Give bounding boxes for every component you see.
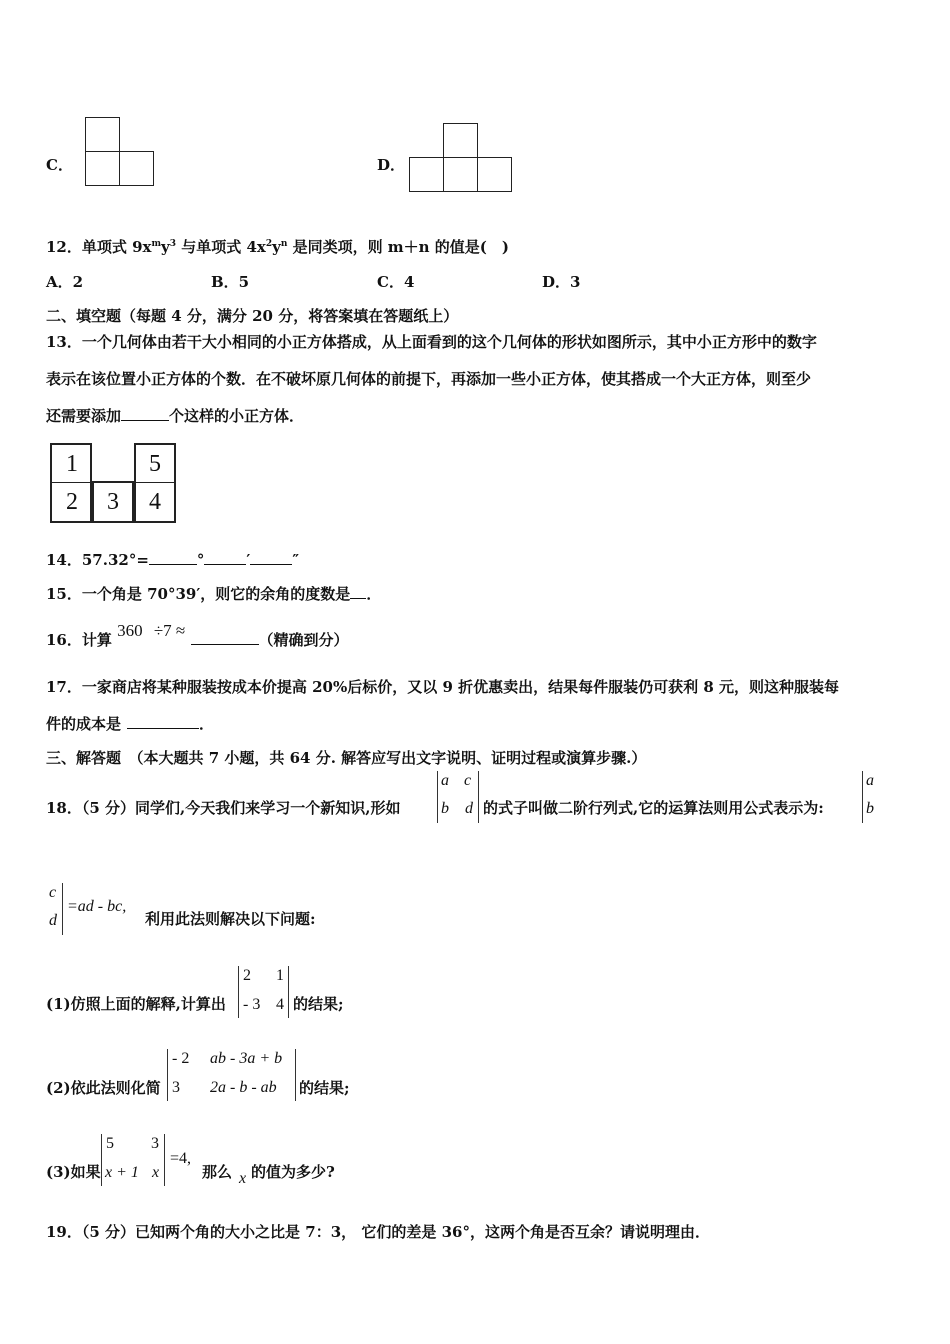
q16-expression: ÷7 ≈	[153, 621, 186, 640]
q18-part-1-post: 的结果;	[293, 995, 344, 1013]
matrix-entry: 3	[151, 1135, 159, 1152]
matrix-entry: 2a - b - ab	[210, 1079, 277, 1096]
q18-part-2-post: 的结果;	[299, 1079, 350, 1097]
q18-tail: 利用此法则解决以下问题:	[145, 910, 316, 928]
figure-square	[119, 151, 154, 186]
exponent: 2	[265, 239, 273, 249]
determinant-bar	[167, 1049, 168, 1101]
answer-blank	[127, 714, 199, 729]
q16-text: （精确到分）	[258, 631, 349, 649]
q12-option-a: A．2	[46, 273, 84, 291]
q15-text: ．	[366, 585, 382, 603]
degree-symbol: °	[196, 551, 205, 569]
matrix-entry: d	[49, 912, 57, 929]
figure-square	[85, 151, 120, 186]
figure-square	[443, 157, 478, 192]
q13-text: 还需要添加	[46, 407, 122, 425]
matrix-entry: - 2	[172, 1050, 190, 1067]
q13-line-2: 表示在该位置小正方体的个数．在不破坏原几何体的前提下，再添加一些小正方体，使其搭成一个大正方体，则至少	[46, 370, 812, 388]
q12-text: 是同类项，则 m＋n 的值是( )	[287, 238, 509, 256]
q18-part-1: (1)仿照上面的解释,计算出	[46, 995, 226, 1013]
grid-cell: 5	[135, 445, 175, 483]
matrix-entry: 4	[276, 996, 284, 1013]
q18-part-3-post: 的值为多少?	[251, 1163, 335, 1181]
matrix-entry: b	[866, 800, 874, 817]
determinant-bar	[164, 1134, 165, 1186]
q12-number: 12．	[46, 238, 82, 256]
q15-text: 15．一个角是 70°39′，则它的余角的度数是	[46, 585, 351, 603]
matrix-entry: c	[464, 772, 472, 789]
q13-text: 个这样的小正方体．	[169, 407, 305, 425]
q17-text: 件的成本是	[46, 715, 122, 733]
matrix-entry: 2	[243, 967, 251, 984]
determinant-bar	[238, 966, 239, 1018]
q13-line-3	[46, 405, 304, 426]
q12-option-b: B．5	[211, 273, 250, 291]
answer-blank	[250, 550, 292, 565]
answer-blank	[121, 406, 169, 421]
matrix-entry: ab - 3a + b	[210, 1050, 283, 1067]
determinant-bar	[288, 966, 289, 1018]
q12-option-c: C．4	[377, 273, 415, 291]
answer-blank	[149, 550, 197, 565]
matrix-entry: 1	[276, 967, 284, 984]
q17-text: ．	[199, 715, 215, 733]
determinant-bar	[62, 883, 63, 935]
answer-blank	[204, 550, 246, 565]
grid-cell: 4	[149, 489, 161, 515]
q14-text: 14．57.32°=	[46, 551, 149, 569]
determinant-bar	[437, 771, 438, 823]
q12-text: y	[272, 238, 281, 256]
q18-part-2: (2)依此法则化简	[46, 1079, 161, 1097]
q18-part-3: (3)如果	[46, 1163, 101, 1181]
q18-part-3-mid: 那么	[202, 1163, 233, 1181]
q19: 19．（5 分）已知两个角的大小之比是 7：3， 它们的差是 36°，这两个角是否互余？请说明理由．	[46, 1223, 710, 1241]
figure-square	[85, 117, 120, 152]
q18-part-3-equation: =4,	[170, 1150, 192, 1167]
exponent: 3	[169, 239, 176, 249]
answer-blank	[350, 584, 366, 599]
q12-option-d: D．3	[542, 273, 581, 291]
q17-line-2	[46, 713, 214, 734]
q12-text: 单项式 9x	[81, 238, 152, 256]
matrix-entry: c	[49, 884, 57, 901]
q12-text: 与单项式 4x	[176, 238, 266, 256]
matrix-entry: b	[441, 800, 449, 817]
grid-cell: 1	[52, 445, 92, 483]
option-d-label: D．	[377, 156, 406, 174]
q12-stem	[46, 236, 509, 257]
determinant-bar	[295, 1049, 296, 1101]
matrix-entry: x	[152, 1164, 160, 1181]
matrix-entry: 3	[172, 1079, 180, 1096]
q17-line-1: 17．一家商店将某种服装按成本价提高 20%后标价，又以 9 折优惠卖出，结果每件服装仍可获利 8 元，则这种服装每	[46, 678, 839, 696]
q13-line-1: 13．一个几何体由若干大小相同的小正方体搭成，从上面看到的这个几何体的形状如图所示，其中小正方形中的数字	[46, 333, 817, 351]
matrix-entry: d	[465, 800, 473, 817]
figure-square	[443, 123, 478, 158]
matrix-entry: a	[441, 772, 449, 789]
q14	[46, 549, 299, 570]
exponent: m	[151, 239, 162, 249]
matrix-entry: - 3	[243, 996, 261, 1013]
option-c-label: C．	[46, 156, 73, 174]
matrix-entry: a	[866, 772, 874, 789]
q18-mid-text: 的式子叫做二阶行列式,它的运算法则用公式表示为:	[483, 799, 824, 817]
exponent: n	[280, 239, 288, 249]
matrix-entry: 5	[106, 1135, 114, 1152]
minute-symbol: ′	[246, 551, 251, 569]
section-3-heading: 三、解答题 （本大题共 7 小题，共 64 分. 解答应写出文字说明、证明过程或演算步骤.）	[46, 749, 647, 767]
q18-part-3-variable: x	[239, 1170, 247, 1187]
answer-blank	[191, 630, 259, 645]
q16	[46, 621, 349, 650]
q18-intro: 18．（5 分）同学们,今天我们来学习一个新知识,形如	[46, 799, 401, 817]
determinant-bar	[862, 771, 863, 823]
grid-cell: 3	[107, 489, 119, 515]
determinant-formula: =ad - bc,	[67, 898, 127, 915]
q15	[46, 583, 381, 604]
q12-text: y	[161, 238, 170, 256]
determinant-bar	[478, 771, 479, 823]
determinant-bar	[101, 1134, 102, 1186]
figure-square	[409, 157, 444, 192]
second-symbol: ″	[292, 551, 300, 569]
figure-square	[477, 157, 512, 192]
matrix-entry: x + 1	[105, 1164, 139, 1181]
section-2-heading: 二、填空题（每题 4 分，满分 20 分，将答案填在答题纸上）	[46, 307, 459, 325]
grid-cell: 2	[66, 489, 78, 515]
q16-text: 16．计算	[46, 631, 112, 649]
q16-expression: 360	[117, 621, 143, 640]
